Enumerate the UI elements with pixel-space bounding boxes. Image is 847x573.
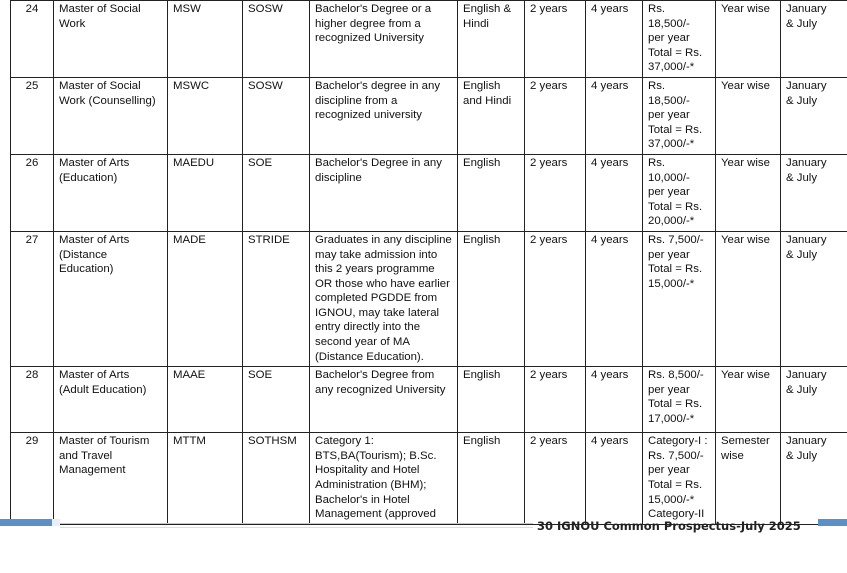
cell-school-text: SOTHSM (248, 435, 297, 448)
cell-eligibility-line: (Distance Education). (315, 350, 424, 363)
cell-medium-line: English (463, 369, 501, 382)
cell-fee-line: Rs. (648, 3, 666, 15)
cell-programme-name-line: Master of Arts (59, 233, 130, 246)
cell-fee-line: per year (648, 464, 690, 477)
cell-programme-name-line: (Adult Education) (59, 383, 147, 396)
cell-min-duration-text: 2 years (530, 3, 568, 15)
cell-fee-line: 37,000/-* (648, 61, 695, 74)
cell-fee-line: Total = Rs. (648, 200, 703, 213)
cell-admission-session-line: January (786, 369, 827, 382)
cell-programme-name-line: Work (59, 17, 86, 30)
cell-programme-code-text: MAEDU (173, 156, 215, 169)
cell-medium (458, 433, 525, 525)
cell-fee-line: Total = Rs. (648, 398, 703, 411)
cell-programme-code (168, 367, 243, 433)
cell-sno-text: 25 (25, 79, 39, 92)
cell-sno (11, 154, 54, 231)
table-row (11, 154, 847, 231)
table-row (11, 231, 847, 366)
cell-programme-name-line: Master of Tourism (59, 435, 150, 448)
table-row (11, 1, 847, 78)
cell-eligibility-line: may take admission into (315, 248, 438, 261)
footer-accent-bar-left-light (52, 519, 60, 526)
cell-programme-code (168, 433, 243, 525)
cell-fee-line: 10,000/- (648, 171, 690, 184)
cell-programme-name-line: Education) (59, 263, 114, 276)
cell-eligibility-line: Management (approved (315, 508, 436, 521)
cell-sno (11, 77, 54, 154)
cell-exam-pattern (716, 154, 781, 231)
cell-admission-session-line: & July (786, 248, 818, 261)
cell-exam-pattern (716, 77, 781, 154)
cell-programme-name-line: (Distance (59, 248, 108, 261)
cell-min-duration-text: 2 years (530, 233, 568, 246)
cell-medium-line: English & (463, 3, 512, 15)
cell-eligibility-line: discipline (315, 171, 362, 184)
cell-fee-line: 18,500/- (648, 17, 690, 30)
cell-school (243, 367, 310, 433)
cell-eligibility (310, 1, 458, 78)
cell-school (243, 231, 310, 366)
footer-accent-bar-right (818, 519, 847, 526)
cell-max-duration (586, 1, 643, 78)
cell-medium-line: English (463, 435, 501, 448)
cell-eligibility-line: Bachelor's degree in any (315, 79, 441, 92)
cell-exam-pattern-text: Year wise (721, 3, 770, 15)
cell-programme-code-text: MTTM (173, 435, 206, 448)
cell-school-text: SOE (248, 369, 273, 382)
cell-fee-line: 17,000/-* (648, 413, 695, 426)
cell-fee-line: 15,000/-* (648, 277, 695, 290)
cell-programme-name-line: Management (59, 464, 126, 477)
cell-min-duration (525, 231, 586, 366)
cell-max-duration (586, 433, 643, 525)
cell-max-duration-text: 4 years (591, 79, 629, 92)
cell-programme-name (54, 77, 168, 154)
cell-school (243, 154, 310, 231)
cell-fee-line: Category-II (648, 508, 705, 521)
cell-admission-session-line: January (786, 79, 827, 92)
cell-eligibility (310, 433, 458, 525)
cell-school (243, 433, 310, 525)
cell-medium-line: English (463, 79, 501, 92)
cell-eligibility-line: Graduates in any discipline (315, 233, 452, 246)
cell-programme-name-line: Work (Counselling) (59, 94, 156, 107)
cell-max-duration (586, 367, 643, 433)
cell-max-duration (586, 231, 643, 366)
cell-programme-code-text: MSW (173, 3, 201, 15)
cell-admission-session-line: January (786, 156, 827, 169)
cell-admission-session (781, 154, 847, 231)
cell-fee-line: per year (648, 383, 690, 396)
cell-sno-text: 26 (25, 156, 39, 169)
cell-programme-name (54, 367, 168, 433)
cell-eligibility-line: higher degree from a (315, 17, 421, 30)
cell-admission-session-line: January (786, 3, 827, 15)
cell-admission-session-line: & July (786, 171, 818, 184)
cell-eligibility (310, 77, 458, 154)
cell-admission-session-line: January (786, 435, 827, 448)
cell-eligibility-line: completed PGDDE from (315, 292, 438, 305)
cell-medium (458, 231, 525, 366)
cell-admission-session-line: January (786, 233, 827, 246)
cell-admission-session (781, 1, 847, 78)
cell-programme-name-line: Master of Arts (59, 156, 130, 169)
cell-fee-line: per year (648, 109, 690, 122)
cell-max-duration (586, 77, 643, 154)
cell-sno-text: 28 (25, 369, 39, 382)
cell-sno-text: 27 (25, 233, 39, 246)
cell-min-duration (525, 433, 586, 525)
cell-fee (643, 231, 716, 366)
cell-medium-line: English (463, 233, 501, 246)
cell-min-duration (525, 154, 586, 231)
cell-exam-pattern (716, 367, 781, 433)
cell-min-duration-text: 2 years (530, 79, 568, 92)
cell-fee (643, 367, 716, 433)
cell-min-duration-text: 2 years (530, 435, 568, 448)
cell-eligibility-line: Bachelor's in Hotel (315, 493, 410, 506)
cell-eligibility (310, 367, 458, 433)
cell-programme-name-line: Master of Arts (59, 369, 130, 382)
cell-medium (458, 1, 525, 78)
cell-fee-line: Rs. 7,500/- (648, 449, 704, 462)
cell-eligibility-line: OR those who have earlier (315, 277, 450, 290)
cell-school-text: STRIDE (248, 233, 290, 246)
cell-admission-session (781, 433, 847, 525)
cell-max-duration-text: 4 years (591, 3, 629, 15)
cell-eligibility-line: second year of MA (315, 336, 410, 349)
cell-exam-pattern-line: Semester (721, 435, 770, 448)
cell-min-duration (525, 367, 586, 433)
cell-eligibility-line: discipline from a (315, 94, 398, 107)
cell-admission-session-line: & July (786, 17, 818, 30)
cell-eligibility-line: this 2 years programme (315, 263, 435, 276)
cell-exam-pattern (716, 1, 781, 78)
cell-eligibility-line: recognized University (315, 32, 424, 45)
cell-medium-line: English (463, 156, 501, 169)
cell-school-text: SOSW (248, 3, 283, 15)
cell-fee-line: per year (648, 248, 690, 261)
cell-max-duration-text: 4 years (591, 369, 629, 382)
cell-programme-code-text: MADE (173, 233, 206, 246)
cell-fee (643, 1, 716, 78)
cell-admission-session-line: & July (786, 94, 818, 107)
cell-max-duration-text: 4 years (591, 233, 629, 246)
cell-exam-pattern (716, 231, 781, 366)
cell-programme-code (168, 1, 243, 78)
cell-eligibility-line: Bachelor's Degree or a (315, 3, 432, 15)
cell-eligibility-line: Bachelor's Degree from (315, 369, 435, 382)
footer-accent-bar-left (0, 519, 52, 526)
cell-school-text: SOE (248, 156, 273, 169)
cell-programme-name (54, 154, 168, 231)
cell-fee (643, 433, 716, 525)
cell-eligibility-line: Administration (BHM); (315, 479, 427, 492)
cell-admission-session (781, 77, 847, 154)
cell-programme-name-line: Master of Social (59, 79, 141, 92)
cell-medium-line: and Hindi (463, 94, 512, 107)
cell-medium (458, 367, 525, 433)
cell-fee-line: Rs. 7,500/- (648, 233, 704, 246)
cell-fee (643, 77, 716, 154)
cell-admission-session-line: & July (786, 383, 818, 396)
cell-school (243, 1, 310, 78)
table-row (11, 77, 847, 154)
cell-exam-pattern-text: Year wise (721, 79, 770, 92)
cell-sno (11, 1, 54, 78)
cell-sno (11, 433, 54, 525)
cell-sno-text: 24 (25, 3, 39, 15)
cell-programme-code (168, 231, 243, 366)
cell-fee-line: Total = Rs. (648, 123, 703, 136)
cell-fee-line: Rs. (648, 79, 666, 92)
cell-fee-line: Rs. (648, 156, 666, 169)
cell-eligibility-line: Bachelor's Degree in any (315, 156, 442, 169)
cell-exam-pattern-text: Year wise (721, 233, 770, 246)
cell-admission-session-line: & July (786, 449, 818, 462)
cell-programme-name (54, 433, 168, 525)
cell-programme-name-line: and Travel (59, 449, 113, 462)
cell-programme-name (54, 1, 168, 78)
cell-eligibility (310, 154, 458, 231)
cell-fee-line: Rs. 8,500/- (648, 369, 704, 382)
cell-fee-line: 15,000/-* (648, 493, 695, 506)
cell-eligibility (310, 231, 458, 366)
cell-programme-code-text: MAAE (173, 369, 206, 382)
cell-max-duration (586, 154, 643, 231)
footer-page-label: 30 IGNOU Common Prospectus-July 2025 (537, 519, 801, 533)
cell-school (243, 77, 310, 154)
cell-min-duration-text: 2 years (530, 369, 568, 382)
cell-eligibility-line: recognized university (315, 109, 422, 122)
cell-medium (458, 77, 525, 154)
cell-fee-line: Total = Rs. (648, 263, 703, 276)
cell-eligibility-line: BTS,BA(Tourism); B.Sc. (315, 449, 437, 462)
cell-fee (643, 154, 716, 231)
table-row (11, 367, 847, 433)
table-row (11, 433, 847, 525)
cell-fee-line: per year (648, 32, 690, 45)
cell-eligibility-line: any recognized University (315, 383, 446, 396)
cell-exam-pattern (716, 433, 781, 525)
footer-rule-secondary (60, 527, 533, 528)
cell-programme-code-text: MSWC (173, 79, 210, 92)
cell-programme-code (168, 77, 243, 154)
cell-sno-text: 29 (25, 435, 39, 448)
cell-school-text: SOSW (248, 79, 283, 92)
cell-exam-pattern-line: wise (721, 449, 744, 462)
cell-eligibility-line: IGNOU, may take lateral (315, 306, 440, 319)
cell-sno (11, 231, 54, 366)
cell-exam-pattern-text: Year wise (721, 369, 770, 382)
cell-max-duration-text: 4 years (591, 435, 629, 448)
programme-table (10, 0, 847, 525)
cell-fee-line: 20,000/-* (648, 215, 695, 228)
cell-exam-pattern-text: Year wise (721, 156, 770, 169)
cell-min-duration (525, 1, 586, 78)
cell-fee-line: Total = Rs. (648, 479, 703, 492)
cell-sno (11, 367, 54, 433)
cell-admission-session (781, 231, 847, 366)
cell-admission-session (781, 367, 847, 433)
cell-fee-line: Category-I : (648, 435, 708, 448)
cell-fee-line: 37,000/-* (648, 138, 695, 151)
cell-programme-name-line: Master of Social (59, 3, 141, 15)
cell-min-duration (525, 77, 586, 154)
cell-medium (458, 154, 525, 231)
cell-fee-line: Total = Rs. (648, 46, 703, 59)
cell-programme-code (168, 154, 243, 231)
cell-programme-name (54, 231, 168, 366)
cell-min-duration-text: 2 years (530, 156, 568, 169)
cell-programme-name-line: (Education) (59, 171, 118, 184)
cell-eligibility-line: entry directly into the (315, 321, 421, 334)
cell-max-duration-text: 4 years (591, 156, 629, 169)
cell-fee-line: 18,500/- (648, 94, 690, 107)
cell-eligibility-line: Hospitality and Hotel (315, 464, 420, 477)
cell-eligibility-line: Category 1: (315, 435, 374, 448)
cell-medium-line: Hindi (463, 17, 489, 30)
cell-fee-line: per year (648, 186, 690, 199)
footer-rule (60, 523, 533, 524)
